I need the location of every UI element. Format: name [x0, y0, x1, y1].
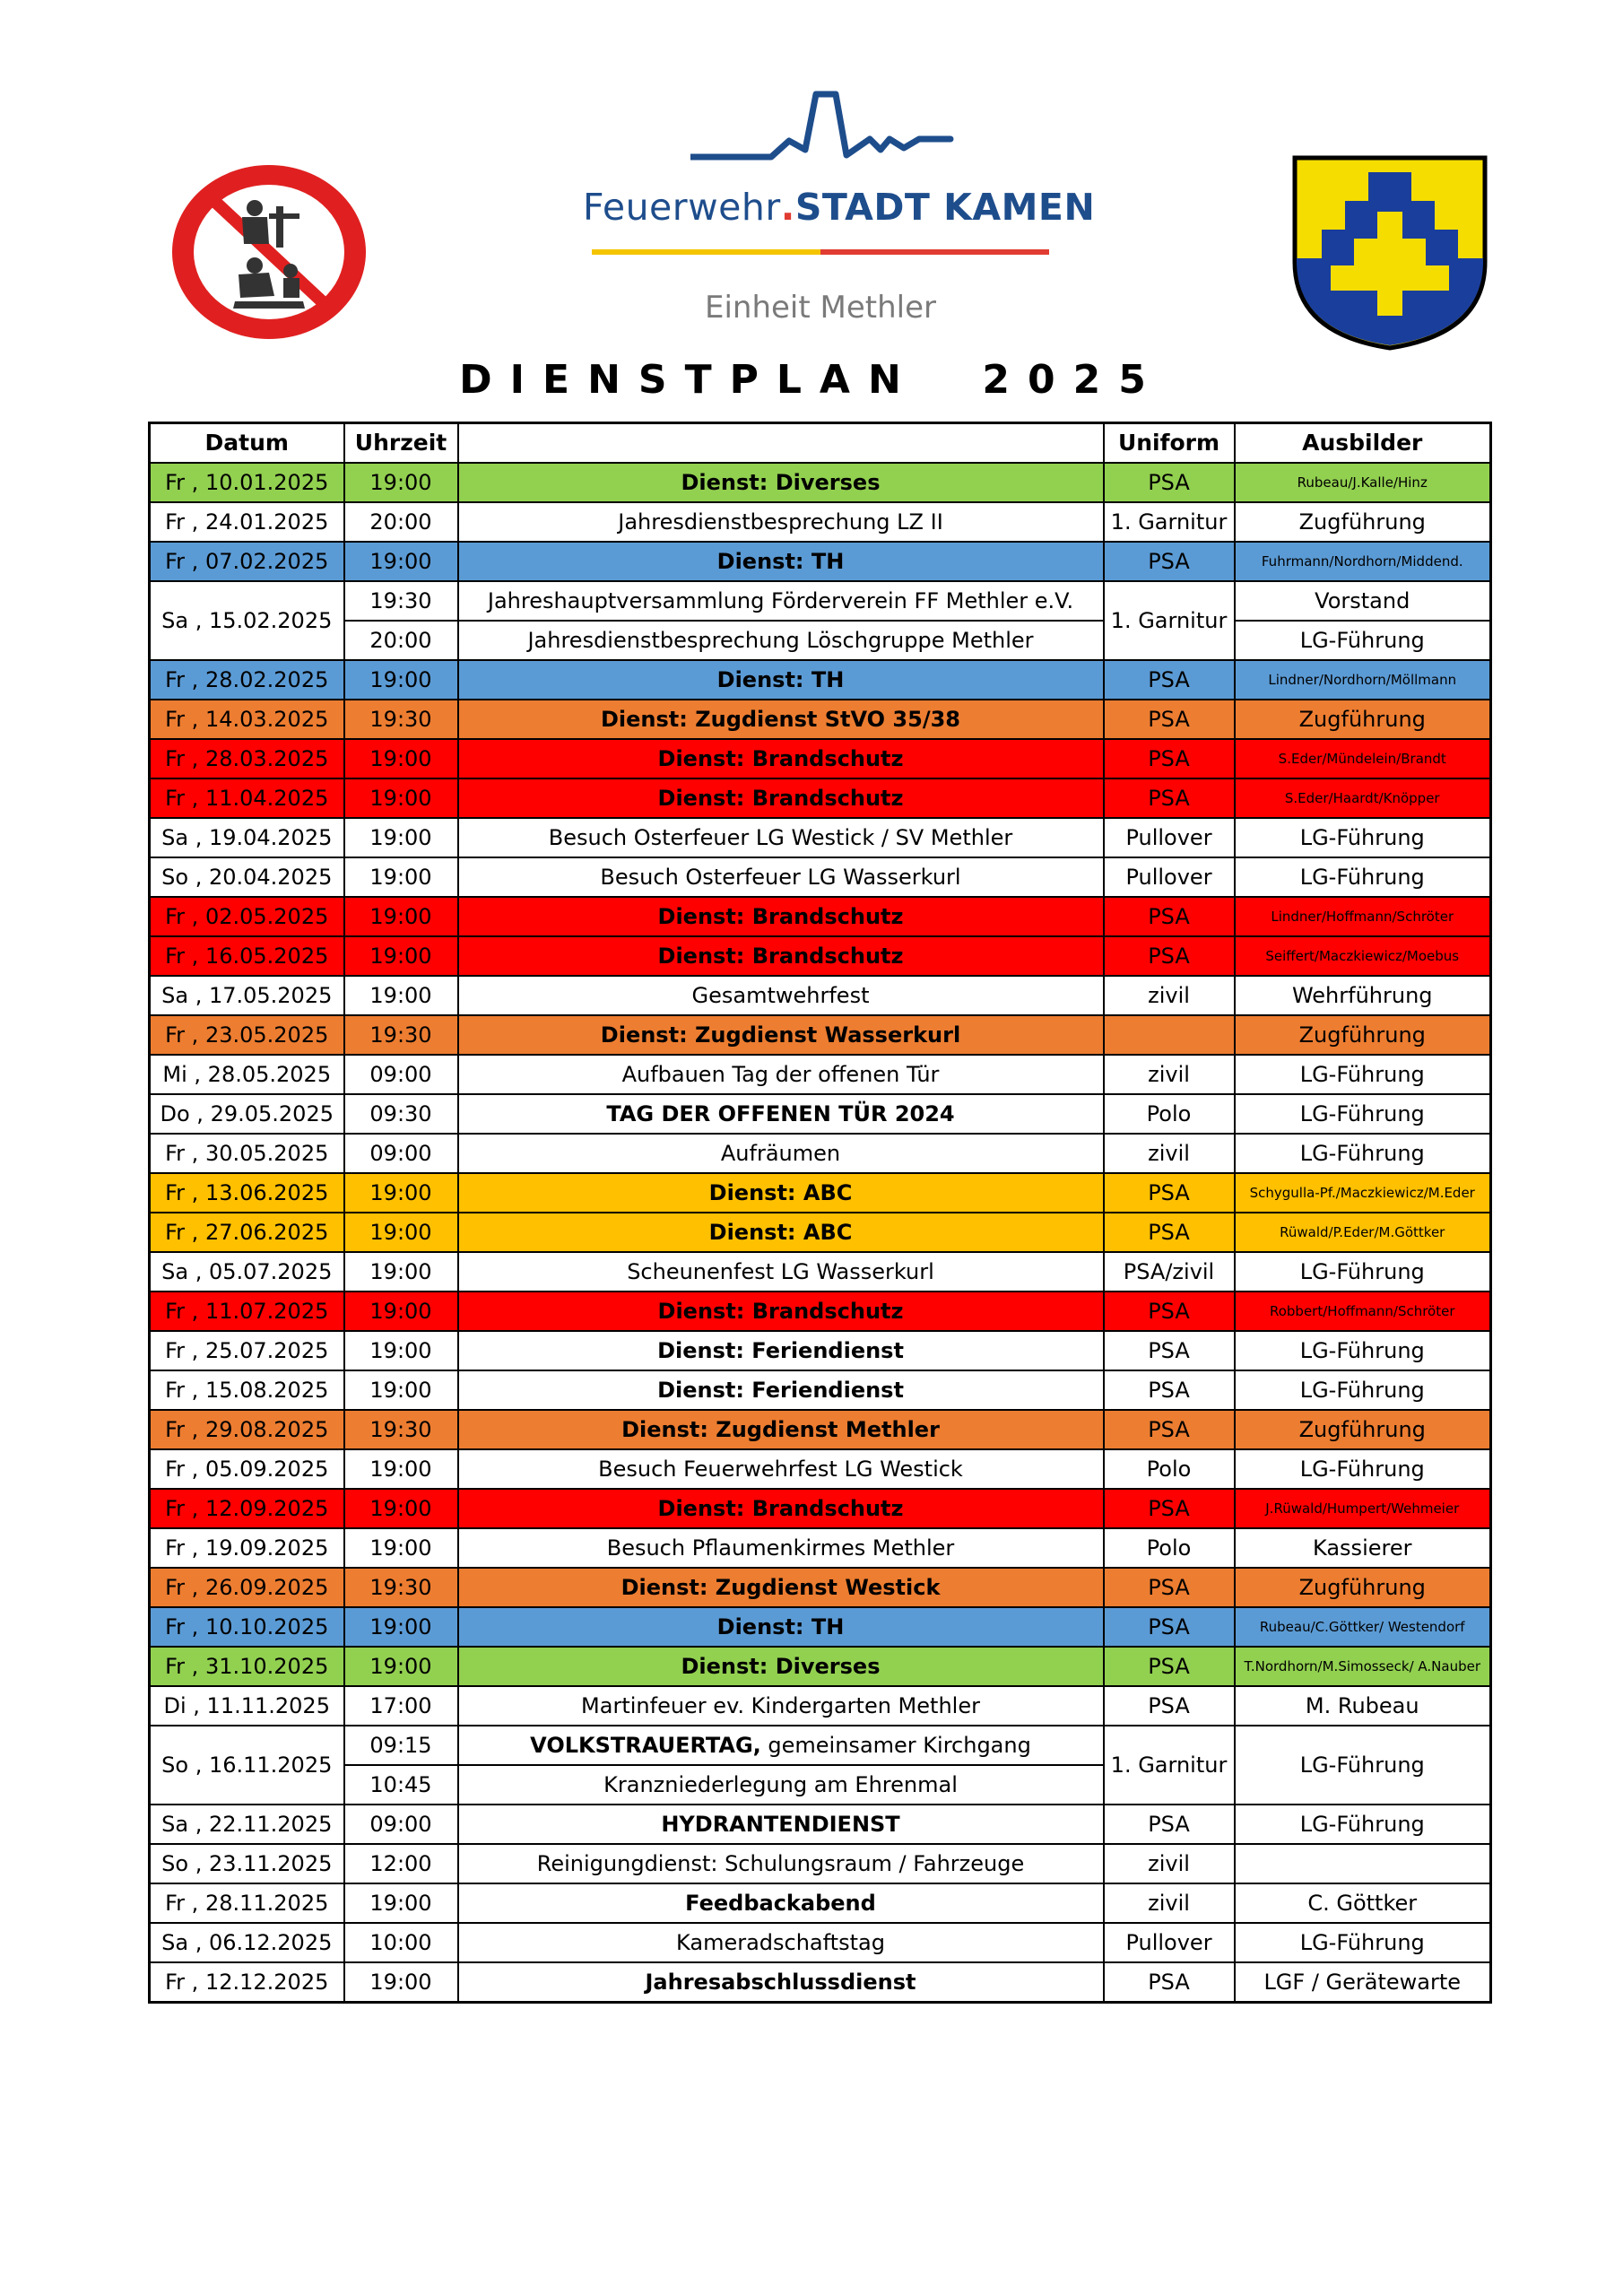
- event-cell: Dienst: Brandschutz: [458, 897, 1104, 936]
- event-highlight: VOLKSTRAUERTAG,: [530, 1732, 761, 1758]
- uniform-cell: PSA: [1104, 1213, 1235, 1252]
- trainer-cell: LG-Führung: [1235, 1094, 1491, 1134]
- event-cell: Martinfeuer ev. Kindergarten Methler: [458, 1686, 1104, 1726]
- date-cell: Fr , 11.04.2025: [150, 778, 344, 818]
- date-cell: Sa , 22.11.2025: [150, 1805, 344, 1844]
- trainer-cell: LG-Führung: [1235, 621, 1491, 660]
- table-row: [150, 1528, 1491, 1568]
- time-cell: 19:00: [344, 1213, 458, 1252]
- trainer-cell: LG-Führung: [1235, 1726, 1491, 1805]
- event-cell: Dienst: Zugdienst Westick: [458, 1568, 1104, 1607]
- date-cell: Mi , 28.05.2025: [150, 1055, 344, 1094]
- time-cell: 19:00: [344, 1607, 458, 1647]
- event-cell: Dienst: Feriendienst: [458, 1370, 1104, 1410]
- date-cell: So , 20.04.2025: [150, 857, 344, 897]
- uniform-cell: PSA: [1104, 1292, 1235, 1331]
- date-cell: Fr , 19.09.2025: [150, 1528, 344, 1568]
- time-cell: 19:00: [344, 1370, 458, 1410]
- event-cell: Besuch Osterfeuer LG Wasserkurl: [458, 857, 1104, 897]
- trainer-cell: Zugführung: [1235, 1410, 1491, 1449]
- time-cell: 19:30: [344, 1015, 458, 1055]
- table-row: [150, 1252, 1491, 1292]
- date-cell: Fr , 28.03.2025: [150, 739, 344, 778]
- time-cell: 09:00: [344, 1134, 458, 1173]
- time-cell: 09:00: [344, 1805, 458, 1844]
- event-cell: Kameradschaftstag: [458, 1923, 1104, 1962]
- table-row: [150, 502, 1491, 542]
- table-row: [150, 621, 1491, 660]
- event-cell: Dienst: Zugdienst Wasserkurl: [458, 1015, 1104, 1055]
- date-cell: So , 23.11.2025: [150, 1844, 344, 1883]
- table-row: [150, 778, 1491, 818]
- time-cell: 09:15: [344, 1726, 458, 1765]
- logo-city: STADT KAMEN: [794, 186, 1096, 229]
- date-cell: Fr , 14.03.2025: [150, 700, 344, 739]
- time-cell: 19:30: [344, 700, 458, 739]
- time-cell: 20:00: [344, 621, 458, 660]
- time-cell: 19:00: [344, 1449, 458, 1489]
- table-row: [150, 1292, 1491, 1331]
- table-row: [150, 739, 1491, 778]
- trainer-cell: Zugführung: [1235, 1568, 1491, 1607]
- header-ausbilder: Ausbilder: [1235, 423, 1491, 464]
- trainer-cell: Vorstand: [1235, 581, 1491, 621]
- header-datum: Datum: [150, 423, 344, 464]
- trainer-cell: Zugführung: [1235, 1015, 1491, 1055]
- event-cell: Reinigungdienst: Schulungsraum / Fahrzeuge: [458, 1844, 1104, 1883]
- uniform-cell: PSA: [1104, 542, 1235, 581]
- table-row: [150, 1607, 1491, 1647]
- event-cell: Besuch Osterfeuer LG Westick / SV Methler: [458, 818, 1104, 857]
- dienstplan-table: [148, 422, 1492, 2004]
- event-cell: Aufräumen: [458, 1134, 1104, 1173]
- date-cell: Fr , 27.06.2025: [150, 1213, 344, 1252]
- trainer-cell: Lindner/Nordhorn/Möllmann: [1235, 660, 1491, 700]
- date-cell: So , 16.11.2025: [150, 1726, 344, 1805]
- date-cell: Fr , 05.09.2025: [150, 1449, 344, 1489]
- time-cell: 19:00: [344, 1489, 458, 1528]
- event-cell: Dienst: Brandschutz: [458, 1292, 1104, 1331]
- uniform-cell: 1. Garnitur: [1104, 502, 1235, 542]
- table-row: [150, 1844, 1491, 1883]
- uniform-cell: zivil: [1104, 976, 1235, 1015]
- time-cell: 19:30: [344, 1568, 458, 1607]
- logo-wordmark: [583, 186, 1096, 229]
- event-cell: Besuch Feuerwehrfest LG Westick: [458, 1449, 1104, 1489]
- table-row: [150, 1173, 1491, 1213]
- event-cell: Feedbackabend: [458, 1883, 1104, 1923]
- uniform-cell: PSA: [1104, 1489, 1235, 1528]
- trainer-cell: S.Eder/Mündelein/Brandt: [1235, 739, 1491, 778]
- trainer-cell: Lindner/Hoffmann/Schröter: [1235, 897, 1491, 936]
- table-row: [150, 700, 1491, 739]
- time-cell: 19:00: [344, 1331, 458, 1370]
- trainer-cell: LG-Führung: [1235, 1449, 1491, 1489]
- date-cell: Fr , 11.07.2025: [150, 1292, 344, 1331]
- trainer-cell: LG-Führung: [1235, 1252, 1491, 1292]
- uniform-cell: [1104, 1015, 1235, 1055]
- uniform-cell: PSA: [1104, 1410, 1235, 1449]
- time-cell: 19:00: [344, 857, 458, 897]
- uniform-cell: PSA: [1104, 778, 1235, 818]
- time-cell: 19:00: [344, 1962, 458, 2003]
- trainer-cell: LG-Führung: [1235, 857, 1491, 897]
- time-cell: 17:00: [344, 1686, 458, 1726]
- table-body: [150, 463, 1491, 2003]
- event-cell: Scheunenfest LG Wasserkurl: [458, 1252, 1104, 1292]
- uniform-cell: PSA: [1104, 463, 1235, 502]
- table-row: [150, 1213, 1491, 1252]
- event-text: gemeinsamer Kirchgang: [760, 1732, 1031, 1758]
- time-cell: 19:00: [344, 1647, 458, 1686]
- header-uniform: Uniform: [1104, 423, 1235, 464]
- date-cell: Fr , 10.10.2025: [150, 1607, 344, 1647]
- uniform-cell: PSA: [1104, 1607, 1235, 1647]
- event-cell: Jahresabschlussdienst: [458, 1962, 1104, 2003]
- event-cell: Besuch Pflaumenkirmes Methler: [458, 1528, 1104, 1568]
- date-cell: Fr , 15.08.2025: [150, 1370, 344, 1410]
- table-row: [150, 1331, 1491, 1370]
- event-cell: Kranzniederlegung am Ehrenmal: [458, 1765, 1104, 1805]
- event-cell: Dienst: Diverses: [458, 463, 1104, 502]
- event-cell: TAG DER OFFENEN TÜR 2024: [458, 1094, 1104, 1134]
- trainer-cell: Seiffert/Maczkiewicz/Moebus: [1235, 936, 1491, 976]
- table-row: [150, 660, 1491, 700]
- date-cell: Sa , 17.05.2025: [150, 976, 344, 1015]
- uniform-cell: 1. Garnitur: [1104, 581, 1235, 660]
- table-row: [150, 1647, 1491, 1686]
- time-cell: 19:00: [344, 936, 458, 976]
- uniform-cell: Pullover: [1104, 818, 1235, 857]
- trainer-cell: Rubeau/J.Kalle/Hinz: [1235, 463, 1491, 502]
- date-cell: Di , 11.11.2025: [150, 1686, 344, 1726]
- table-row: [150, 897, 1491, 936]
- uniform-cell: Pullover: [1104, 1923, 1235, 1962]
- event-cell: Dienst: TH: [458, 542, 1104, 581]
- time-cell: 19:00: [344, 1173, 458, 1213]
- date-cell: Sa , 05.07.2025: [150, 1252, 344, 1292]
- uniform-cell: zivil: [1104, 1844, 1235, 1883]
- table-row: [150, 1686, 1491, 1726]
- event-cell: Dienst: Brandschutz: [458, 739, 1104, 778]
- uniform-cell: PSA: [1104, 1331, 1235, 1370]
- date-cell: Sa , 15.02.2025: [150, 581, 344, 660]
- table-row: [150, 1883, 1491, 1923]
- time-cell: 19:00: [344, 542, 458, 581]
- logo-subtitle: Einheit Methler: [704, 290, 936, 326]
- event-cell: Jahreshauptversammlung Förderverein FF Methler e.V.: [458, 581, 1104, 621]
- event-cell: Dienst: TH: [458, 660, 1104, 700]
- skyline-logo-icon: [690, 85, 959, 166]
- table-header-row: [150, 423, 1491, 464]
- uniform-cell: PSA/zivil: [1104, 1252, 1235, 1292]
- header-uhrzeit: Uhrzeit: [344, 423, 458, 464]
- trainer-cell: S.Eder/Haardt/Knöpper: [1235, 778, 1491, 818]
- feuerwehr-kamen-logo: [583, 85, 1096, 345]
- uniform-cell: PSA: [1104, 1805, 1235, 1844]
- uniform-cell: Polo: [1104, 1094, 1235, 1134]
- uniform-cell: PSA: [1104, 1370, 1235, 1410]
- trainer-cell: Rüwald/P.Eder/M.Göttker: [1235, 1213, 1491, 1252]
- table-row: [150, 1094, 1491, 1134]
- trainer-cell: J.Rüwald/Humpert/Wehmeier: [1235, 1489, 1491, 1528]
- trainer-cell: LG-Führung: [1235, 1923, 1491, 1962]
- event-cell: Aufbauen Tag der offenen Tür: [458, 1055, 1104, 1094]
- table-row: [150, 1134, 1491, 1173]
- event-cell: Dienst: ABC: [458, 1213, 1104, 1252]
- time-cell: 09:30: [344, 1094, 458, 1134]
- time-cell: 19:00: [344, 1883, 458, 1923]
- event-cell: Dienst: ABC: [458, 1173, 1104, 1213]
- trainer-cell: LG-Führung: [1235, 818, 1491, 857]
- table-row: [150, 1055, 1491, 1094]
- event-cell: Dienst: Zugdienst StVO 35/38: [458, 700, 1104, 739]
- trainer-cell: Fuhrmann/Nordhorn/Middend.: [1235, 542, 1491, 581]
- time-cell: 19:00: [344, 976, 458, 1015]
- date-cell: Fr , 30.05.2025: [150, 1134, 344, 1173]
- date-cell: Sa , 19.04.2025: [150, 818, 344, 857]
- event-cell: Gesamtwehrfest: [458, 976, 1104, 1015]
- time-cell: 12:00: [344, 1844, 458, 1883]
- uniform-cell: zivil: [1104, 1055, 1235, 1094]
- uniform-cell: PSA: [1104, 700, 1235, 739]
- event-cell: Dienst: Brandschutz: [458, 778, 1104, 818]
- logo-name: Feuerwehr: [583, 186, 781, 229]
- event-cell: HYDRANTENDIENST: [458, 1805, 1104, 1844]
- time-cell: 19:00: [344, 1528, 458, 1568]
- date-cell: Fr , 31.10.2025: [150, 1647, 344, 1686]
- trainer-cell: Zugführung: [1235, 700, 1491, 739]
- event-cell: Dienst: Diverses: [458, 1647, 1104, 1686]
- trainer-cell: LG-Führung: [1235, 1370, 1491, 1410]
- table-row: [150, 1923, 1491, 1962]
- trainer-cell: C. Göttker: [1235, 1883, 1491, 1923]
- uniform-cell: Polo: [1104, 1449, 1235, 1489]
- table-row: [150, 1015, 1491, 1055]
- table-row: [150, 1962, 1491, 2003]
- uniform-cell: PSA: [1104, 1647, 1235, 1686]
- event-cell: Jahresdienstbesprechung Löschgruppe Methler: [458, 621, 1104, 660]
- logo-dot: .: [780, 186, 795, 229]
- trainer-cell: T.Nordhorn/M.Simosseck/ A.Nauber: [1235, 1647, 1491, 1686]
- page-header: [0, 0, 1623, 422]
- trainer-cell: Schygulla-Pf./Maczkiewicz/M.Eder: [1235, 1173, 1491, 1213]
- uniform-cell: Pullover: [1104, 857, 1235, 897]
- table-row: [150, 857, 1491, 897]
- trainer-cell: Rubeau/C.Göttker/ Westendorf: [1235, 1607, 1491, 1647]
- trainer-cell: LGF / Gerätewarte: [1235, 1962, 1491, 2003]
- date-cell: Fr , 10.01.2025: [150, 463, 344, 502]
- uniform-cell: PSA: [1104, 1173, 1235, 1213]
- table-row: [150, 976, 1491, 1015]
- logo-stripes: [592, 249, 1049, 255]
- trainer-cell: Zugführung: [1235, 502, 1491, 542]
- time-cell: 20:00: [344, 502, 458, 542]
- uniform-cell: PSA: [1104, 1962, 1235, 2003]
- time-cell: 19:00: [344, 778, 458, 818]
- time-cell: 19:00: [344, 463, 458, 502]
- event-cell: [458, 1726, 1104, 1765]
- date-cell: Fr , 28.02.2025: [150, 660, 344, 700]
- table-row: [150, 818, 1491, 857]
- table-row: [150, 1410, 1491, 1449]
- time-cell: 19:30: [344, 581, 458, 621]
- time-cell: 19:30: [344, 1410, 458, 1449]
- trainer-cell: Kassierer: [1235, 1528, 1491, 1568]
- trainer-cell: Robbert/Hoffmann/Schröter: [1235, 1292, 1491, 1331]
- header-event: [458, 423, 1104, 464]
- table-row: [150, 1568, 1491, 1607]
- time-cell: 19:00: [344, 1252, 458, 1292]
- event-cell: Dienst: Brandschutz: [458, 1489, 1104, 1528]
- time-cell: 10:45: [344, 1765, 458, 1805]
- uniform-cell: PSA: [1104, 660, 1235, 700]
- table-row: [150, 1726, 1491, 1765]
- date-cell: Fr , 12.09.2025: [150, 1489, 344, 1528]
- uniform-cell: PSA: [1104, 897, 1235, 936]
- time-cell: 19:00: [344, 1292, 458, 1331]
- uniform-cell: zivil: [1104, 1883, 1235, 1923]
- time-cell: 19:00: [344, 897, 458, 936]
- date-cell: Fr , 28.11.2025: [150, 1883, 344, 1923]
- trainer-cell: LG-Führung: [1235, 1805, 1491, 1844]
- table-row: [150, 1489, 1491, 1528]
- uniform-cell: 1. Garnitur: [1104, 1726, 1235, 1805]
- uniform-cell: Polo: [1104, 1528, 1235, 1568]
- event-cell: Dienst: Brandschutz: [458, 936, 1104, 976]
- trainer-cell: M. Rubeau: [1235, 1686, 1491, 1726]
- date-cell: Fr , 07.02.2025: [150, 542, 344, 581]
- firefighter-emblem-icon: [169, 161, 370, 343]
- trainer-cell: [1235, 1844, 1491, 1883]
- page-title: DIENSTPLAN 2025: [459, 357, 1164, 403]
- trainer-cell: LG-Führung: [1235, 1134, 1491, 1173]
- event-cell: Jahresdienstbesprechung LZ II: [458, 502, 1104, 542]
- table-row: [150, 1805, 1491, 1844]
- event-cell: Dienst: Feriendienst: [458, 1331, 1104, 1370]
- event-cell: Dienst: TH: [458, 1607, 1104, 1647]
- date-cell: Fr , 26.09.2025: [150, 1568, 344, 1607]
- time-cell: 19:00: [344, 818, 458, 857]
- event-cell: Dienst: Zugdienst Methler: [458, 1410, 1104, 1449]
- date-cell: Fr , 29.08.2025: [150, 1410, 344, 1449]
- uniform-cell: PSA: [1104, 1568, 1235, 1607]
- table-row: [150, 1370, 1491, 1410]
- date-cell: Do , 29.05.2025: [150, 1094, 344, 1134]
- trainer-cell: LG-Führung: [1235, 1331, 1491, 1370]
- date-cell: Fr , 16.05.2025: [150, 936, 344, 976]
- trainer-cell: Wehrführung: [1235, 976, 1491, 1015]
- time-cell: 19:00: [344, 739, 458, 778]
- table-row: [150, 936, 1491, 976]
- table-row: [150, 542, 1491, 581]
- table-row: [150, 1449, 1491, 1489]
- uniform-cell: PSA: [1104, 936, 1235, 976]
- uniform-cell: PSA: [1104, 739, 1235, 778]
- time-cell: 09:00: [344, 1055, 458, 1094]
- date-cell: Fr , 23.05.2025: [150, 1015, 344, 1055]
- date-cell: Fr , 02.05.2025: [150, 897, 344, 936]
- date-cell: Fr , 12.12.2025: [150, 1962, 344, 2003]
- date-cell: Fr , 25.07.2025: [150, 1331, 344, 1370]
- table-row: [150, 581, 1491, 621]
- time-cell: 10:00: [344, 1923, 458, 1962]
- table-row: [150, 463, 1491, 502]
- trainer-cell: LG-Führung: [1235, 1055, 1491, 1094]
- uniform-cell: PSA: [1104, 1686, 1235, 1726]
- uniform-cell: zivil: [1104, 1134, 1235, 1173]
- date-cell: Sa , 06.12.2025: [150, 1923, 344, 1962]
- coat-of-arms-icon: [1291, 154, 1488, 352]
- time-cell: 19:00: [344, 660, 458, 700]
- date-cell: Fr , 24.01.2025: [150, 502, 344, 542]
- date-cell: Fr , 13.06.2025: [150, 1173, 344, 1213]
